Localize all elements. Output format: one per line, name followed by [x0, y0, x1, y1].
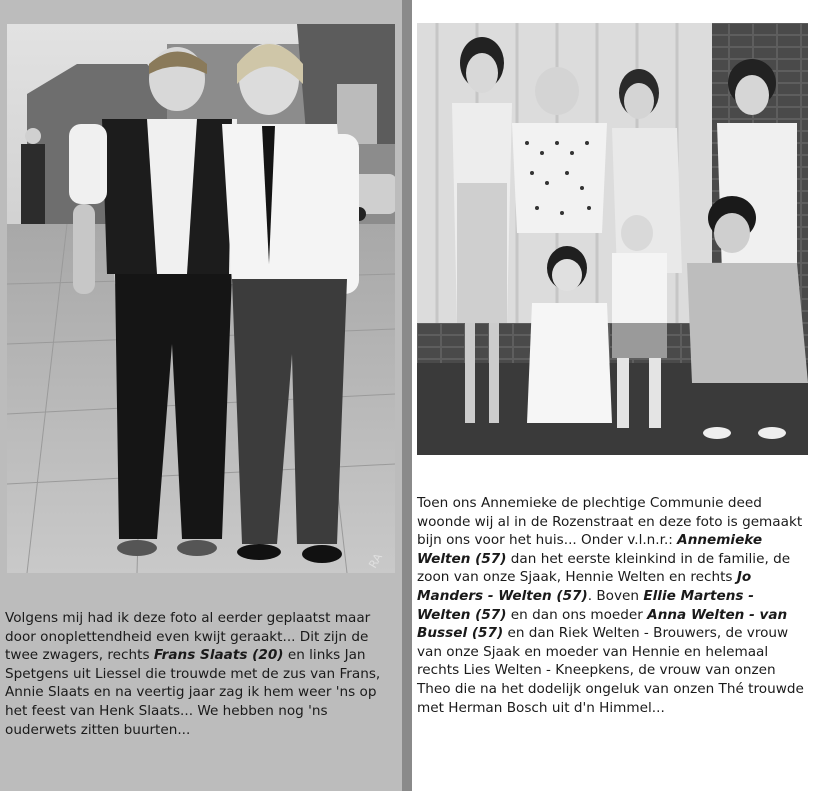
caption-text: en dan Riek Welten - Brouwers, de vrouw van onze Sjaak en moeder van Hennie en helemaal rechts Lies Welten - Kneepkens, de vrouw van onzen Theo die na het dodelijk ongeluk van onzen Thé trouwde met Herman Bosch uit d'n Himmel... [417, 625, 804, 716]
left-panel [0, 0, 402, 791]
caption-text: en links Jan Spetgens uit Liessel die trouwde met de zus van Frans, Annie Slaats en na veertig jaar zag ik hem weer 'ns op het feest van Henk Slaats... We hebben nog 'ns ouderwets zitten buurten... [5, 647, 381, 738]
caption-person-name: Annemieke Welten (57) [417, 532, 763, 567]
right-photo-family [417, 23, 808, 455]
caption-text: en dan ons moeder [506, 606, 648, 623]
right-photo-illustration [417, 23, 808, 455]
caption-person-name: Jo Manders - Welten (57) [417, 569, 752, 604]
left-photo-two-men [7, 24, 395, 573]
caption-person-name: Frans Slaats (20) [153, 647, 284, 664]
caption-text: . Boven [587, 587, 644, 604]
caption-text: Toen ons Annemieke de plechtige Communie deed woonde wij al in de Rozenstraat en deze foto is gemaakt bijn ons voor het huis... Onder v.l.n.r.: [417, 495, 803, 549]
caption-person-name: Anna Welten - van Bussel (57) [417, 606, 788, 642]
left-caption [5, 609, 397, 739]
caption-person-name: Ellie Martens - Welten (57) [417, 587, 754, 623]
caption-text: Volgens mij had ik deze foto al eerder geplaatst maar door onoplettendheid even kwijt geraakt... Dit zijn de twee zwagers, rechts [5, 610, 371, 664]
panel-divider [402, 0, 412, 791]
photo-watermark: RA [366, 551, 385, 571]
right-caption [417, 494, 811, 717]
left-photo-illustration [7, 24, 395, 573]
caption-text: dan het eerste kleinkind in de familie, de zoon van onze Sjaak, Hennie Welten en rechts [417, 550, 791, 586]
